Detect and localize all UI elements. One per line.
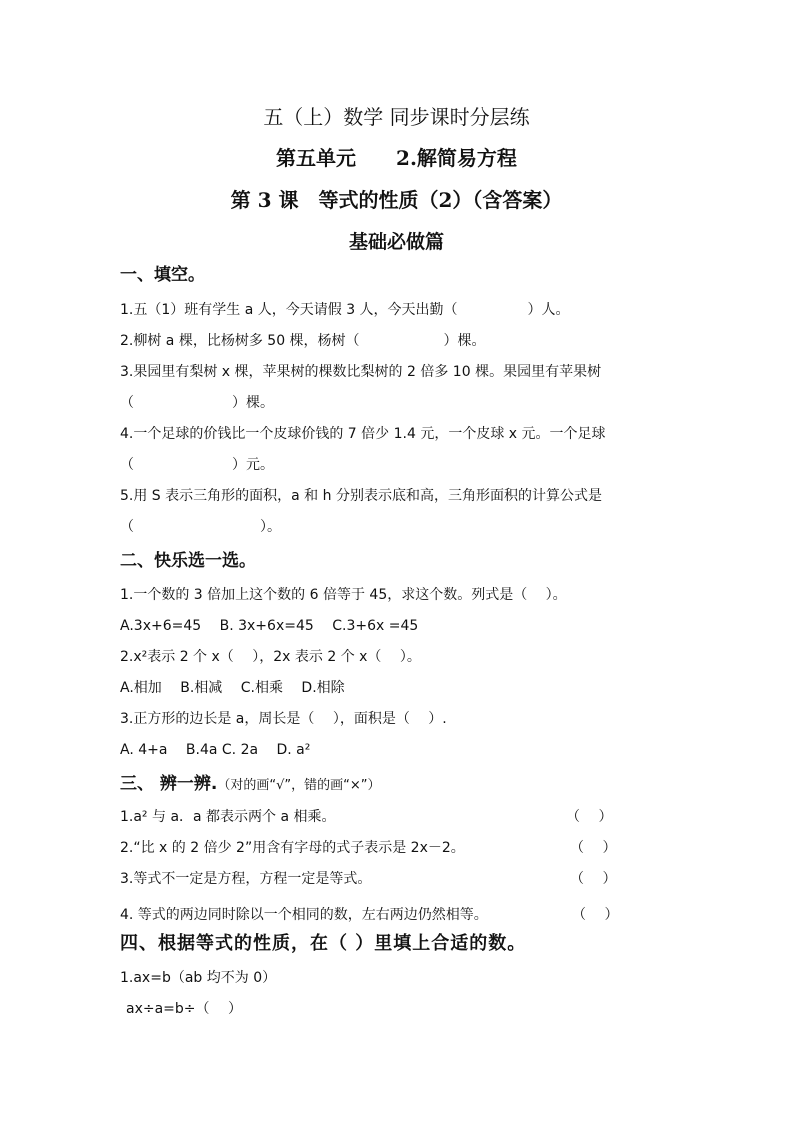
s3-q3: 3.等式不一定是方程，方程一定是等式。 bbox=[120, 871, 372, 887]
s1-q5-line2: （ ）。 bbox=[120, 519, 281, 535]
s4-q1: 1.ax=b（ab 均不为 0） bbox=[120, 970, 277, 986]
s3-q1: 1.a² 与 a．a 都表示两个 a 相乘。 bbox=[120, 809, 336, 825]
level-title: 基础必做篇 bbox=[348, 231, 444, 253]
s1-q3-line2: （ ）棵。 bbox=[120, 395, 274, 411]
s1-q1: 1.五（1）班有学生 a 人，今天请假 3 人，今天出勤（ ）人。 bbox=[120, 302, 570, 318]
section3-heading bbox=[120, 772, 381, 798]
doc-title: 五（上）数学 同步课时分层练 bbox=[263, 105, 530, 129]
section1-heading: 一、填空。 bbox=[120, 265, 205, 285]
lesson-title: 第 3 课 等式的性质（2）（含答案） bbox=[230, 188, 563, 212]
s2-q2-options: A.相加 B.相减 C.相乘 D.相除 bbox=[120, 680, 345, 696]
s3-q2: 2.“比 x 的 2 倍少 2”用含有字母的式子表示是 2x－2。 bbox=[120, 840, 465, 856]
unit-title: 第五单元 2.解简易方程 bbox=[276, 146, 517, 170]
s1-q3-line1: 3.果园里有梨树 x 棵，苹果树的棵数比梨树的 2 倍多 10 棵。果园里有苹果树 bbox=[120, 364, 602, 380]
s1-q4-line2: （ ）元。 bbox=[120, 457, 274, 473]
section3-title: 三、 辨一辨. bbox=[120, 774, 218, 794]
s2-q1: 1.一个数的 3 倍加上这个数的 6 倍等于 45，求这个数。列式是（ ）。 bbox=[120, 587, 567, 603]
s2-q2: 2.x²表示 2 个 x（ ），2x 表示 2 个 x（ ）。 bbox=[120, 649, 421, 665]
section4-heading: 四、根据等式的性质，在（ ）里填上合适的数。 bbox=[120, 933, 527, 954]
s2-q3: 3.正方形的边长是 a，周长是（ ），面积是（ ）. bbox=[120, 711, 447, 727]
s3-q2-answer-box[interactable]: （ ） bbox=[570, 840, 617, 856]
s1-q2: 2.柳树 a 棵，比杨树多 50 棵，杨树（ ）棵。 bbox=[120, 333, 486, 349]
s3-q3-answer-box[interactable]: （ ） bbox=[570, 871, 617, 887]
section2-heading: 二、快乐选一选。 bbox=[120, 551, 256, 571]
s2-q3-options: A. 4+a B.4a C. 2a D. a² bbox=[120, 742, 311, 758]
s1-q4-line1: 4.一个足球的价钱比一个皮球价钱的 7 倍少 1.4 元，一个皮球 x 元。一个足球 bbox=[120, 426, 606, 442]
s3-q1-answer-box[interactable]: （ ） bbox=[566, 809, 613, 825]
s3-q4-answer-box[interactable]: （ ） bbox=[572, 907, 619, 923]
section3-note: （对的画“√”，错的画“×”） bbox=[217, 778, 381, 793]
s1-q5-line1: 5.用 S 表示三角形的面积，a 和 h 分别表示底和高，三角形面积的计算公式是 bbox=[120, 488, 602, 504]
s4-q1-equation: ax÷a=b÷（ ） bbox=[126, 1001, 242, 1017]
s3-q4: 4. 等式的两边同时除以一个相同的数，左右两边仍然相等。 bbox=[120, 907, 488, 923]
s2-q1-options: A.3x+6=45 B. 3x+6x=45 C.3+6x =45 bbox=[120, 618, 419, 634]
